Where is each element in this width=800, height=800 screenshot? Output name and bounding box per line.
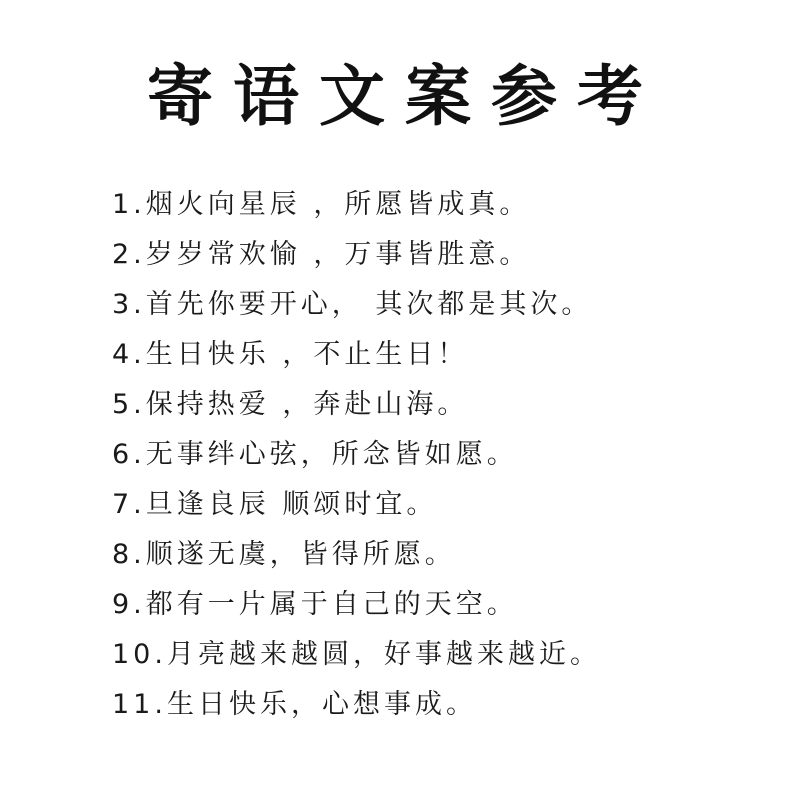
list-item: 1.烟火向星辰 ，所愿皆成真。 bbox=[112, 189, 531, 220]
list-item: 5.保持热爱 ，奔赴山海。 bbox=[112, 389, 469, 420]
list-item: 6.无事绊心弦，所念皆如愿。 bbox=[112, 439, 518, 470]
list-item: 7.旦逢良辰 顺颂时宜。 bbox=[112, 489, 438, 520]
message-list bbox=[112, 180, 601, 730]
list-item: 9.都有一片属于自己的天空。 bbox=[112, 589, 518, 620]
list-item: 2.岁岁常欢愉 ，万事皆胜意。 bbox=[112, 239, 531, 270]
list-item: 11.生日快乐，心想事成。 bbox=[112, 689, 477, 720]
list-item: 8.顺遂无虞，皆得所愿。 bbox=[112, 539, 456, 570]
list-item: 3.首先你要开心， 其次都是其次。 bbox=[112, 289, 593, 320]
list-item: 4.生日快乐 ，不止生日！ bbox=[112, 339, 469, 370]
page-title: 寄语文案参考 bbox=[147, 58, 663, 135]
list-item: 10.月亮越来越圆，好事越来越近。 bbox=[112, 639, 601, 670]
